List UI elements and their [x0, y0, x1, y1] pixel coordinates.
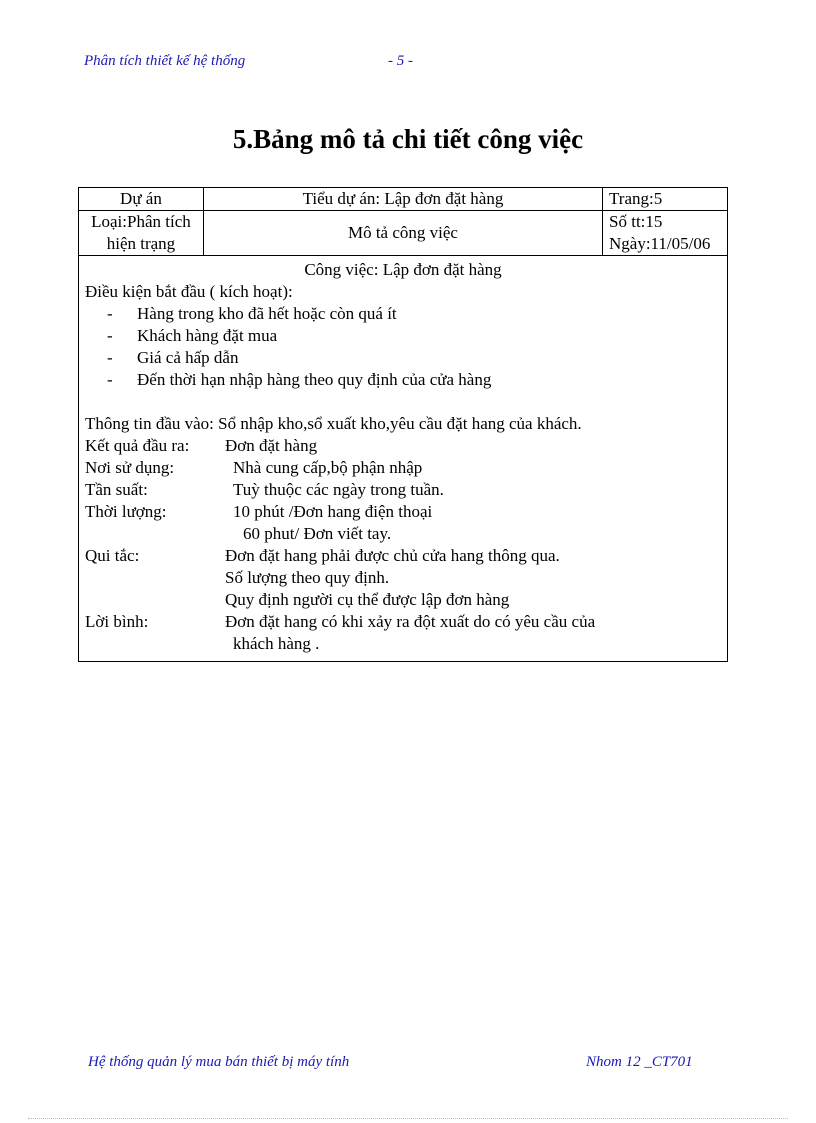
project-label: Dự án — [79, 188, 204, 211]
duration-value-2: 60 phut/ Đơn viết tay. — [243, 524, 392, 543]
duration-row-2 — [85, 523, 721, 545]
footer-system-name: Hệ thống quản lý mua bán thiết bị máy tính — [88, 1054, 350, 1070]
condition-list — [85, 303, 721, 391]
start-condition-heading: Điều kiện bắt đầu ( kích hoạt): — [85, 282, 293, 301]
list-item: - Hàng trong kho đã hết hoặc còn quá ít — [107, 303, 721, 325]
header-doc-title: Phân tích thiết kế hệ thống — [84, 53, 246, 69]
comment-1: Đơn đặt hang có khi xảy ra đột xuất do có yêu cầu của — [225, 612, 596, 631]
comment-row-2 — [85, 633, 721, 655]
table-row-type — [79, 211, 728, 256]
page-title: 5.Bảng mô tả chi tiết công việc — [232, 124, 584, 154]
number-date-cell — [603, 211, 728, 256]
table-row-body — [79, 256, 728, 662]
comment-label: Lời bình: — [85, 612, 149, 631]
list-item: - Đến thời hạn nhập hàng theo quy định của cửa hàng — [107, 369, 721, 391]
input-value: Sổ nhập kho,sổ xuất kho,yêu cầu đặt hang của khách. — [218, 414, 582, 433]
footer-divider — [28, 1118, 788, 1119]
sequence-number: Số tt:15 — [609, 212, 663, 231]
page-cell: Trang:5 — [603, 188, 728, 211]
job-description-table — [78, 187, 728, 662]
list-item: - Khách hàng đặt mua — [107, 325, 721, 347]
comment-2: khách hàng . — [233, 634, 320, 653]
header-page-number: - 5 - — [388, 53, 413, 69]
rule-row-2 — [85, 567, 721, 589]
rule-2: Số lượng theo quy định. — [225, 568, 390, 587]
output-row — [85, 435, 721, 457]
duration-value-1: 10 phút /Đơn hang điện thoại — [233, 502, 433, 521]
usage-value: Nhà cung cấp,bộ phận nhập — [233, 458, 423, 477]
subproject-cell: Tiểu dự án: Lập đơn đặt hàng — [203, 188, 602, 211]
date-value: Ngày:11/05/06 — [609, 234, 711, 253]
comment-row — [85, 611, 721, 633]
duration-row — [85, 501, 721, 523]
duration-label: Thời lượng: — [85, 502, 167, 521]
blank-label — [85, 523, 225, 545]
usage-label: Nơi sử dụng: — [85, 458, 175, 477]
blank-label — [85, 567, 225, 589]
job-name: Công việc: Lập đơn đặt hàng — [304, 260, 502, 279]
list-item: - Giá cả hấp dẫn — [107, 347, 721, 369]
blank-label — [85, 589, 225, 611]
rule-row — [85, 545, 721, 567]
type-line-2: hiện trạng — [106, 234, 176, 253]
table-row-project — [79, 188, 728, 211]
blank-label — [85, 633, 225, 655]
rule-row-3 — [85, 589, 721, 611]
spacer — [85, 391, 721, 413]
rule-3: Quy định người cụ thể được lập đơn hàng — [225, 590, 510, 609]
job-body-cell — [79, 256, 728, 662]
frequency-row — [85, 479, 721, 501]
output-value: Đơn đặt hàng — [225, 436, 318, 455]
frequency-value: Tuỳ thuộc các ngày trong tuần. — [233, 480, 444, 499]
frequency-label: Tần suất: — [85, 480, 148, 499]
input-label: Thông tin đầu vào: — [85, 414, 214, 433]
input-info — [85, 413, 721, 435]
type-line-1: Loại:Phân tích — [91, 212, 191, 231]
rule-label: Qui tắc: — [85, 546, 140, 565]
rule-1: Đơn đặt hang phải được chủ cửa hang thông qua. — [225, 546, 560, 565]
job-description-label: Mô tả công việc — [203, 211, 602, 256]
type-cell — [79, 211, 204, 256]
usage-row — [85, 457, 721, 479]
footer-group: Nhom 12 _CT701 — [586, 1054, 693, 1070]
output-label: Kết quả đầu ra: — [85, 436, 190, 455]
